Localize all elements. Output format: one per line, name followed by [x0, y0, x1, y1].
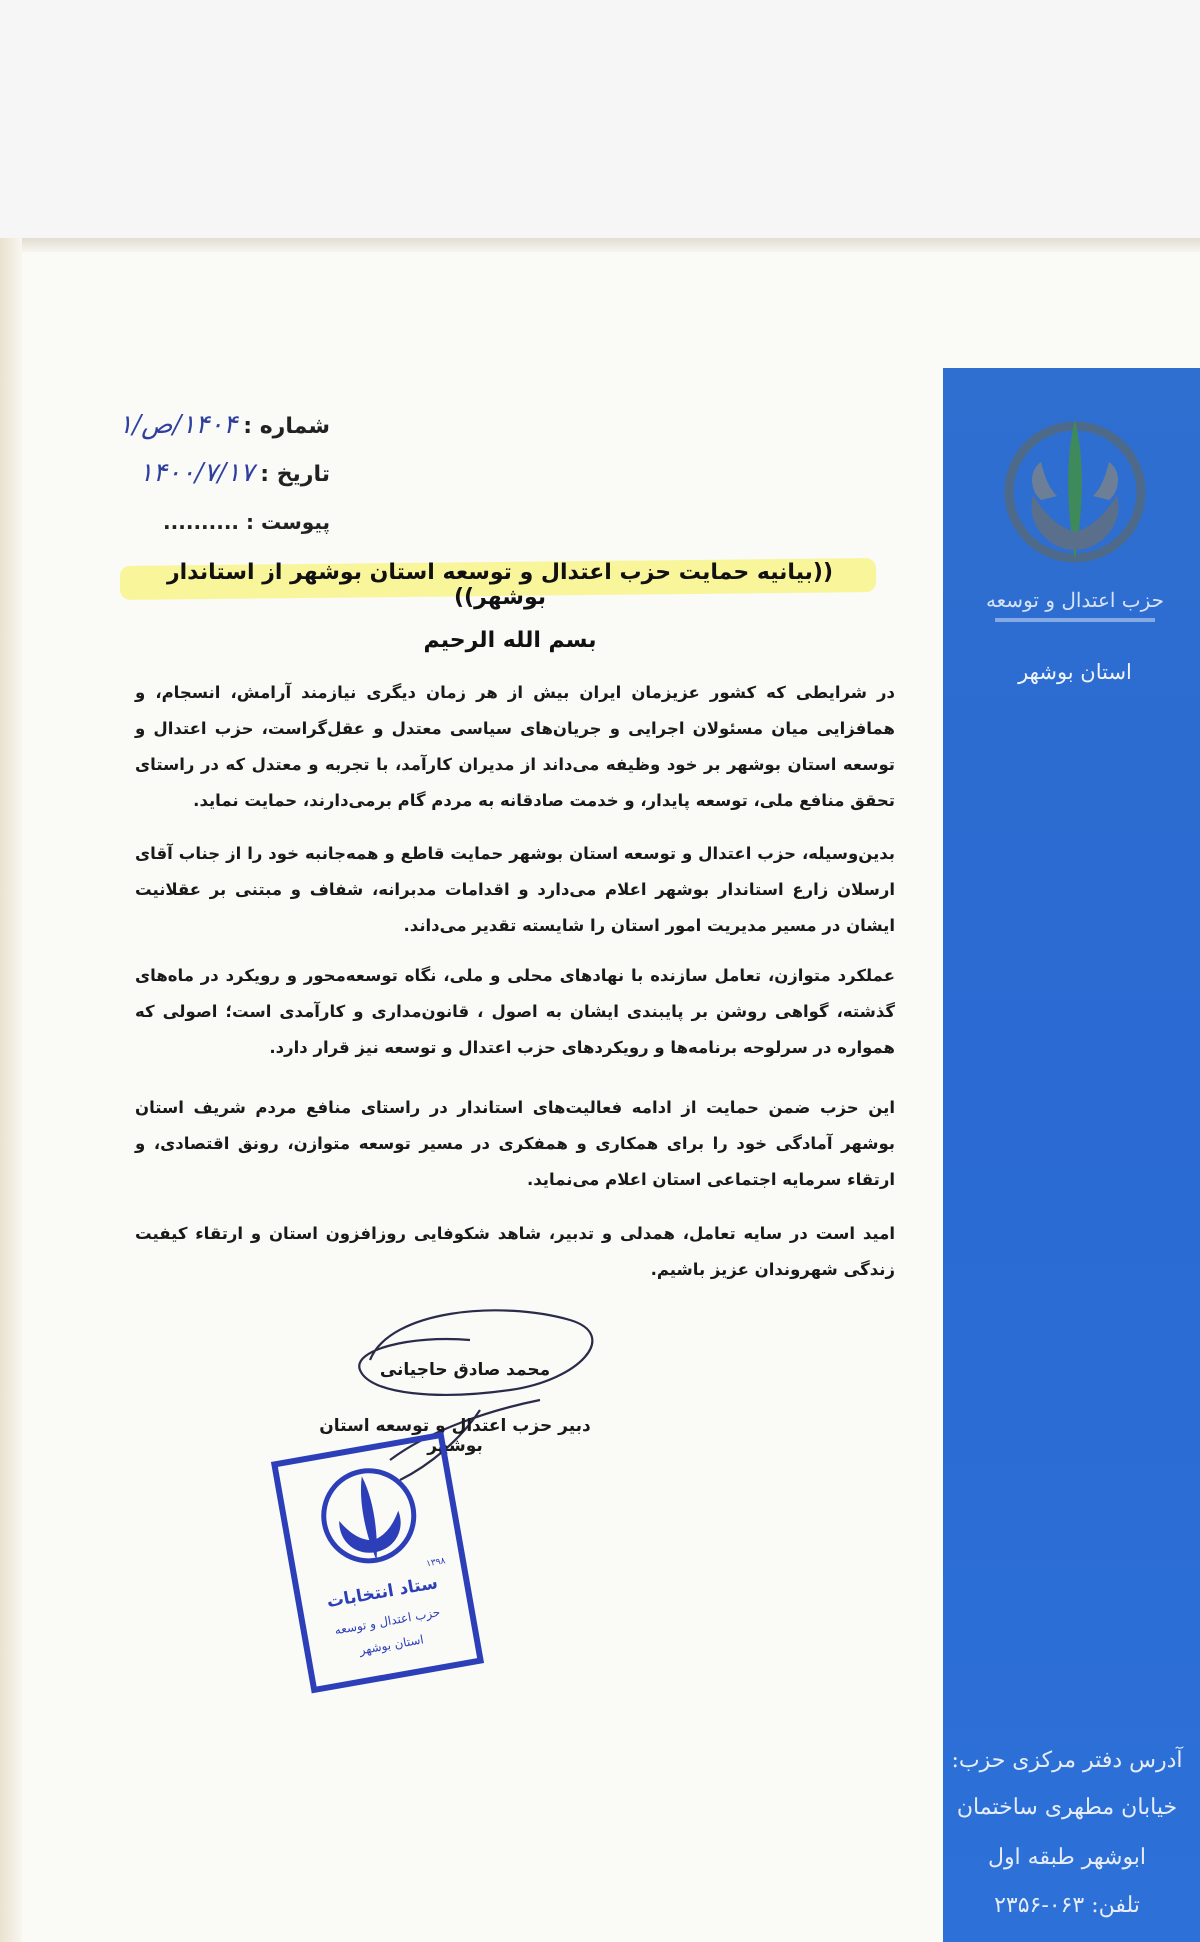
stamp-year: ۱۳۹۸ [425, 1556, 447, 1570]
paper-left-edge [0, 238, 22, 1942]
date-label: تاریخ : [260, 462, 330, 487]
address-line-2: خیابان مطهری ساختمان [956, 1795, 1178, 1820]
paragraph-5: امید است در سایه تعامل، همدلی و تدبیر، شاهد شکوفایی روزافزون استان و ارتقاء کیفیت زندگی شهروندان عزیز باشیم. [135, 1224, 895, 1279]
paper-top-edge [0, 238, 1200, 252]
stamp-line-1: ستاد انتخابات [325, 1573, 440, 1613]
paragraph-3: عملکرد متوازن، تعامل سازنده با نهادهای محلی و ملی، نگاه توسعه‌محور و رویکرد در ماه‌های گذشته، گواهی روشن بر پایبندی ایشان به اصول ، قانون‌مداری و کارآمدی است؛ اصولی که همواره در سرلوحه برنامه‌ها و رویکردهای حزب اعتدال و توسعه نیز قرار دارد. [135, 966, 895, 1057]
address-line-3: ابوشهر طبقه اول [987, 1845, 1147, 1870]
signer-title: دبیر حزب اعتدال و توسعه استان بوشهر [319, 1416, 591, 1456]
bismillah: بسم الله الرحیم [423, 628, 597, 653]
letter-number [118, 410, 330, 440]
sidebar-party-name: حزب اعتدال و توسعه [985, 588, 1165, 612]
sidebar-province: استان بوشهر [1018, 660, 1132, 684]
attachment-line: پیوست : .......... [163, 510, 330, 534]
address-line-4: تلفن: ۰۶۳-۲۳۵۶ [994, 1893, 1140, 1918]
date-value: ۱۴۰۰/۷/۱۷ [138, 458, 255, 488]
sidebar-logo-underline [995, 618, 1155, 622]
signer-name: محمد صادق حاجیانی [379, 1360, 551, 1380]
party-logo-icon [995, 400, 1155, 585]
number-value: ۱۴۰۴/ص/۱ [118, 410, 238, 440]
paragraph-2: بدین‌وسیله، حزب اعتدال و توسعه استان بوشهر حمایت قاطع و همه‌جانبه خود را از جناب آقای ارسلان زارع استاندار بوشهر اعلام می‌دارد و اقدامات مدبرانه، شفاف و مبتنی بر عقلانیت ایشان در مسیر مدیریت امور استان را شایسته تقدیر می‌داند. [135, 844, 895, 935]
letter-title: ((بیانیه حمایت حزب اعتدال و توسعه استان بوشهر از استاندار بوشهر)) [166, 560, 834, 610]
photo-background [0, 0, 1200, 238]
stamp-line-3: استان بوشهر [358, 1632, 425, 1658]
address-line-1: آدرس دفتر مرکزی حزب: [951, 1748, 1183, 1773]
stamp-line-2: حزب اعتدال و توسعه [333, 1605, 442, 1638]
paragraph-4: این حزب ضمن حمایت از ادامه فعالیت‌های استاندار در راستای منافع مردم شریف استان بوشهر آمادگی خود را برای همکاری و همفکری در مسیر توسعه متوازن، رونق اقتصادی، و ارتقاء سرمایه اجتماعی استان اعلام می‌نماید. [135, 1098, 895, 1189]
paragraph-1: در شرایطی که کشور عزیزمان ایران بیش از هر زمان دیگری نیازمند آرامش، انسجام، و همافزایی میان مسئولان اجرایی و جریان‌های سیاسی معتدل و عقل‌گراست، حزب اعتدال و توسعه استان بوشهر بر خود وظیفه می‌داند از مدیران کارآمد، با تجربه و معتدل که در راستای تحقق منافع ملی، توسعه پایدار، و خدمت صادقانه به مردم گام برمی‌دارند، حمایت نماید. [135, 683, 895, 810]
letter-date [139, 458, 330, 488]
number-label: شماره : [243, 414, 330, 439]
